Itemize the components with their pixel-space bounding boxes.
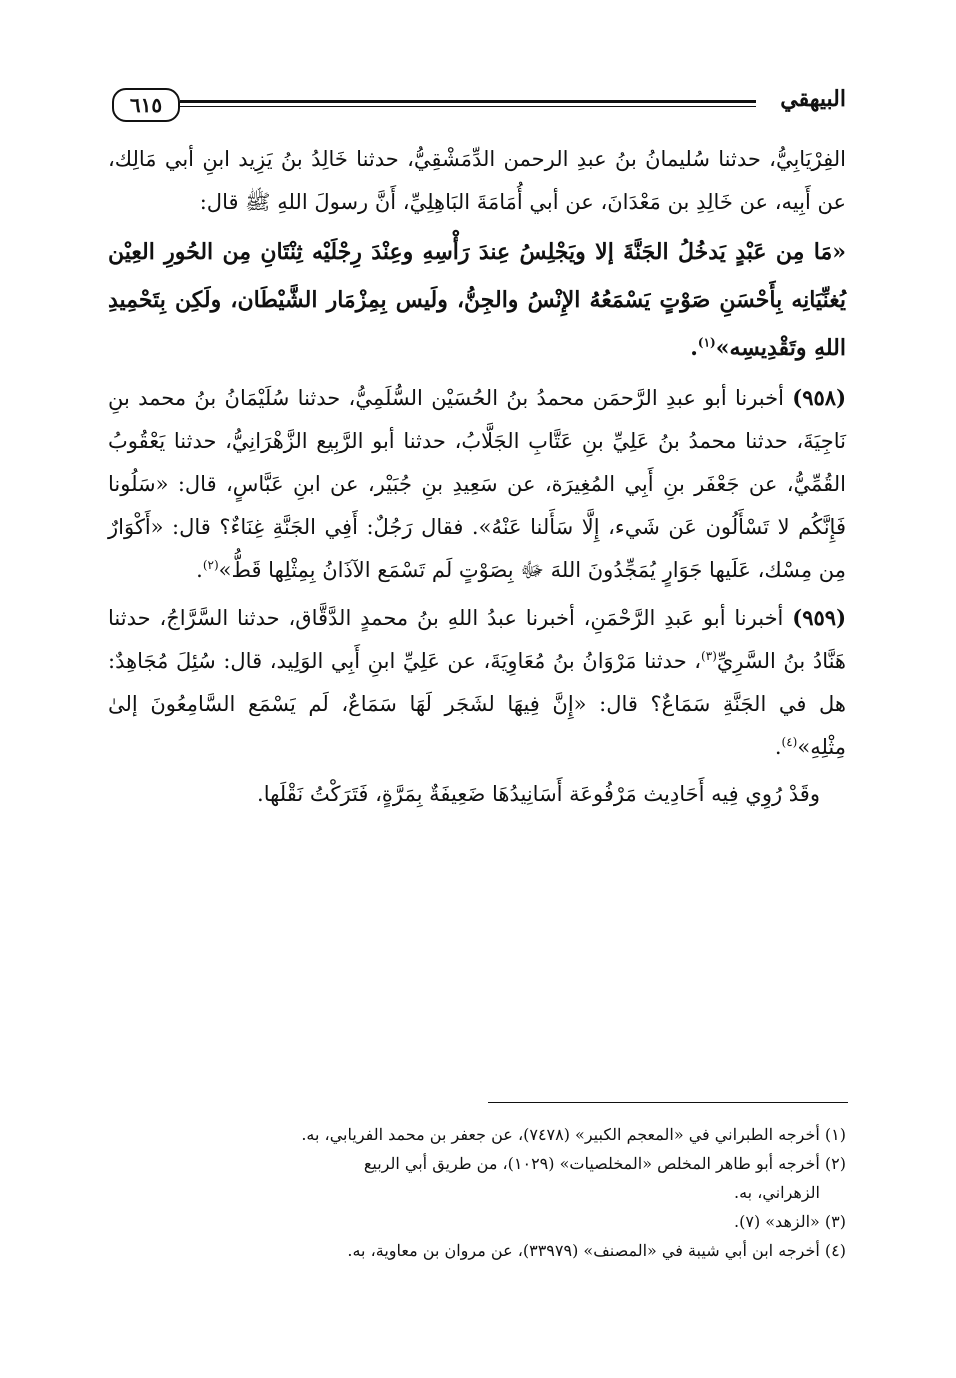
footnote-separator [488, 1102, 848, 1103]
narration-number: (٩٥٨) [792, 385, 846, 410]
footnote-4: (٤) أخرجه ابن أبي شيبة في «المصنف» (٣٣٩٧٩)، عن مروان بن معاوية، به. [347, 1241, 846, 1260]
hadith-text: «مَا مِن عَبْدٍ يَدخُلُ الجَنَّةَ إلا ويَجْلِسُ عِندَ رَأْسِهِ وعِنْدَ رِجْلَيْه ثِنْتَانِ مِن الحُورِ العِيْن يُغنِّيَانِه بِأَحْسَنِ صَوْتٍ يَسْمَعُهُ الإِنْسُ والجِنُّ، ولَيس بِمِزْمَار الشَّيْطَان، ولَكِن بِتَحْمِيدِ اللهِ وتَقْدِيسِه» [108, 239, 846, 361]
closing-text: وقَدْ رُوِي فِيه أَحَادِيث مَرْفُوعَة أَسَانِيدُهَا ضَعِيفَةٌ بِمَرَّةٍ، فَتَرَكْتُ نَقْلَها. [257, 782, 820, 806]
footnote-marker: (١) [697, 335, 716, 350]
narration-959 [108, 596, 846, 769]
closing-remark [108, 773, 846, 816]
footnote-marker: (٢) [202, 558, 219, 572]
narration-958 [108, 376, 846, 592]
narration-text: أخبرنا أبو عَبدِ الرَّحْمَنِ، أخبرنا عبدُ اللهِ بنُ محمدٍ الدَّقَّاق، حدثنا السَّرَّاجُ، حدثنا هَنَّادُ بنُ السَّرِيِّ [108, 606, 847, 673]
narration-text: أخبرنا أبو عبدِ الرَّحمَن محمدُ بنُ الحُسَيْن السُّلَمِيُّ، حدثنا سُلَيْمَانُ بنُ محمد بنِ نَاجِيَةَ، حدثنا محمدُ بنُ عَلِيِّ بنِ عَتَّابِ الجَلَّابُ، حدثنا أبو الرَّبِيع الزَّهْرَانِيُّ، حدثنا يَعْقُوبُ القُمِّيُّ، عن جَعْفَر بنِ أَبِي المُغِيرَة، عن سَعِيدِ بنِ جُبَيْر، عن ابنِ عَبَّاسٍ، قال: «سَلُونا فَإِنَّكُم لا تَسْأَلُون عَن شَيء، إِلَّا سَأَلنا عَنْهُ». فقال رَجُلٌ: أَفِي الجَنَّةِ غِنَاءٌ؟ قال: «أَكْوَارٌ مِن مِسْك، عَلَيها جَوَارٍ يُمَجِّدُونَ اللهَ ﷻ بِصَوْتٍ لَم تَسْمَع الآذَانُ بِمِثْلِها قَطُّ» [108, 386, 846, 582]
hadith-quote [108, 228, 846, 372]
page-header [112, 88, 846, 122]
main-text [108, 138, 846, 820]
header-rule-thin [180, 106, 756, 107]
period: . [690, 335, 698, 361]
period: . [774, 735, 782, 759]
running-title: البيهقي [780, 86, 846, 112]
narration-text: ، حدثنا مَرْوَانُ بنُ مُعَاوِيَةَ، عن عَلِيِّ ابنِ أَبِي الوَلِيد، قال: سُئِلَ مُجَاهِدٌ: هل في الجَنَّةِ سَمَاعٌ؟ قال: «إِنَّ فِيهَا لشَجَر لَهَا سَمَاعٌ، لَم يَسْمَع السَّامِعُونَ إلىٰ مِثْلِهِ» [108, 649, 846, 759]
paragraph-continuation [108, 138, 846, 224]
footnotes [108, 1120, 846, 1265]
period: . [196, 558, 203, 582]
page-number: ٦١٥ [112, 88, 180, 122]
footnote-1: (١) أخرجه الطبراني في «المعجم الكبير» (٧٤٧٨)، عن جعفر بن محمد الفريابي، به. [301, 1125, 846, 1144]
narration-number: (٩٥٩) [792, 605, 846, 630]
footnote-2-continuation: الزهراني، به. [733, 1183, 820, 1202]
paragraph-text: الفِرْيَابِيُّ، حدثنا سُليمانُ بنُ عبدِ الرحمن الدِّمَشْقِيُّ، حدثنا خَالِدُ بنُ يَزِيد ابنِ أبي مَالِك، عن أَبِيه، عن خَالِدِ بن مَعْدَانَ، عن أبي أُمَامَةَ البَاهِلِيِّ، أَنَّ رسولَ اللهِ ﷺ قال: [108, 147, 846, 214]
footnote-marker: (٤) [781, 735, 798, 749]
footnote-2: (٢) أخرجه أبو طاهر المخلص «المخلصيات» (١٠٢٩)، من طريق أبي الربيع [363, 1154, 846, 1173]
footnote-marker: (٣) [701, 649, 717, 663]
header-rule [180, 100, 756, 103]
footnote-3: (٣) «الزهد» (٧). [734, 1212, 846, 1231]
